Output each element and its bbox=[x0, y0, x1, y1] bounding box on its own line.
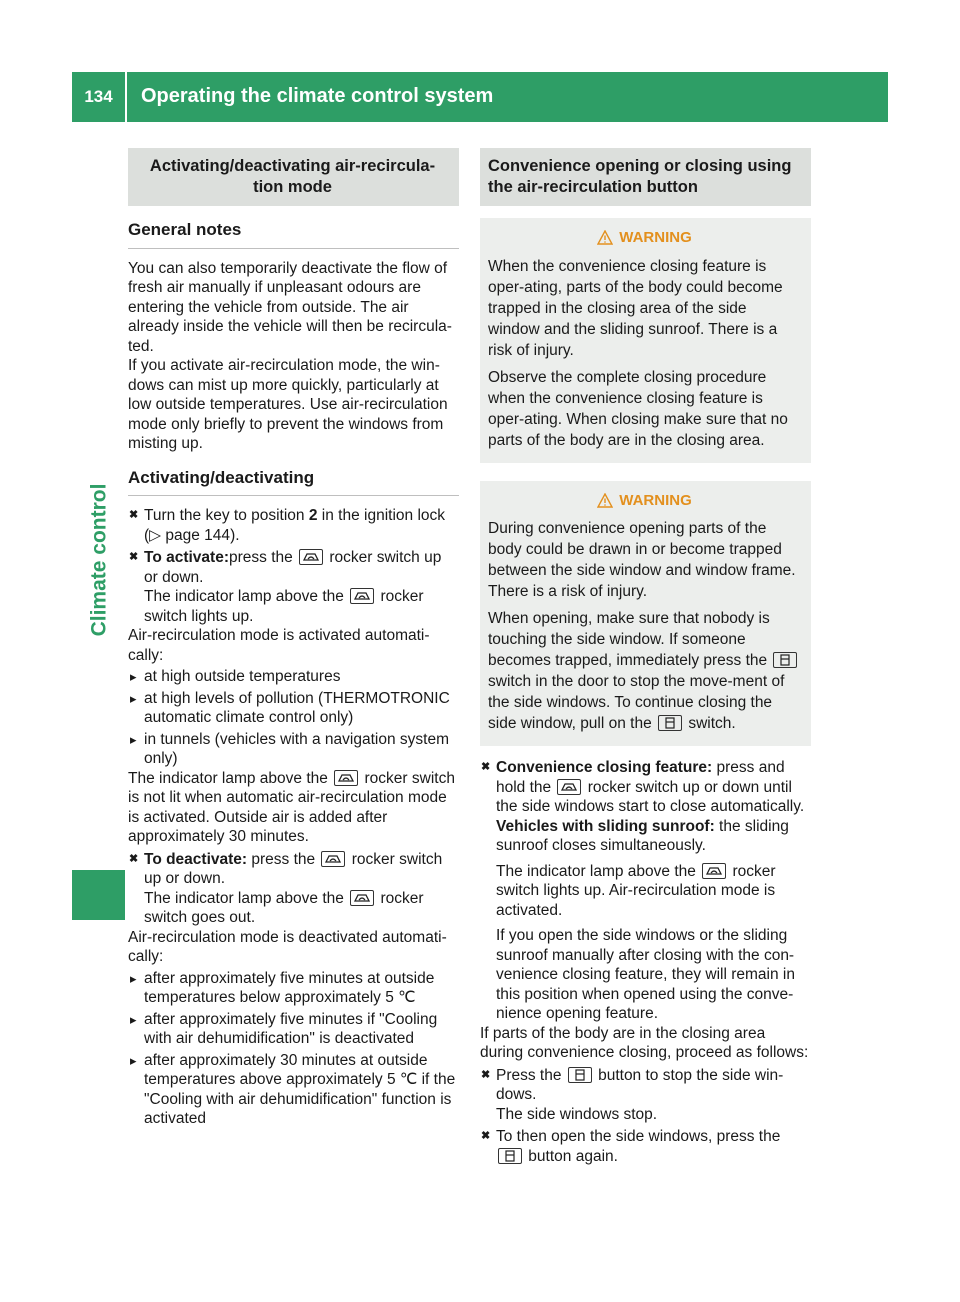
paragraph: You can also temporarily deactivate the flow of fresh air manually if unpleasant odours are entering the vehicle from outside. The air already inside the vehicle will then be recircula-ted. bbox=[128, 259, 452, 355]
warning-triangle-icon bbox=[597, 230, 613, 245]
warning-box bbox=[480, 218, 811, 463]
list-item: ▸ after approximately 30 minutes at outside temperatures above approximately 5 ℃ if the "Cooling with air dehumidification" function is activated bbox=[128, 1051, 459, 1129]
list-item: ▸ at high outside temperatures bbox=[128, 667, 459, 687]
air-recirculation-icon bbox=[299, 549, 323, 565]
instruction-step: ✖ Press the button to stop the side win-dows. The side windows stop. bbox=[480, 1066, 811, 1125]
air-recirculation-icon bbox=[321, 851, 345, 867]
paragraph: When opening, make sure that nobody is touching the side window. If someone becomes trapped, immediately press the switch in the door to stop the move-ment of the side windows. To continue closing the side window, pull on the switch. bbox=[488, 608, 801, 734]
instruction-step: ✖ Convenience closing feature: press and hold the rocker switch up or down until the side windows start to close automatically. Vehicles with sliding sunroof: the sliding sunroof closes simultaneously. The indicator lamp above the rocker switch lights up. Air-recirculation mode is activated. If you open the side windows or the sliding sunroof manually after closing with the con-venience closing feature, they will remain in this position when opened using the conve-nience opening feature. bbox=[480, 758, 811, 1024]
list-item: ▸ at high levels of pollution (THERMOTRONIC automatic climate control only) bbox=[128, 689, 459, 728]
side-tab-marker bbox=[72, 870, 125, 920]
air-recirculation-icon bbox=[702, 863, 726, 879]
section-title: Convenience opening or closing using the air-recirculation button bbox=[480, 148, 811, 206]
page-number: 134 bbox=[84, 87, 113, 107]
left-column bbox=[128, 148, 459, 1129]
side-tab bbox=[84, 460, 114, 660]
paragraph: Air-recirculation mode is deactivated automati-cally: bbox=[128, 928, 447, 965]
header-divider bbox=[125, 72, 127, 122]
warning-title: WARNING bbox=[488, 228, 801, 248]
paragraph: If you activate air-recirculation mode, the win-dows can mist up more quickly, particularly at low outside temperatures. Use air-recirculation mode only briefly to prevent the windows from misting up. bbox=[128, 357, 448, 452]
instruction-step: ✖ Turn the key to position 2 in the ignition lock (▷ page 144). bbox=[128, 506, 459, 545]
list-item: ▸ after approximately five minutes at outside temperatures below approximately 5 ℃ bbox=[128, 969, 459, 1008]
paragraph: Observe the complete closing procedure when the convenience closing feature is oper-ating. When closing make sure that no parts of the body are in the closing area. bbox=[488, 368, 788, 449]
paragraph: If parts of the body are in the closing area during convenience closing, proceed as follows: bbox=[480, 1024, 809, 1061]
window-switch-icon bbox=[658, 715, 682, 731]
section-title: Activating/deactivating air-recircula-tion mode bbox=[128, 148, 459, 206]
instruction-step: ✖ To then open the side windows, press the button again. bbox=[480, 1127, 811, 1166]
subsection-title: Activating/deactivating bbox=[128, 454, 459, 497]
paragraph: The indicator lamp above the rocker switch is not lit when automatic air-recirculation mode is activated. Outside air is added after approximately 30 minutes. bbox=[128, 769, 455, 845]
instruction-step: ✖ To deactivate: press the rocker switch up or down. The indicator lamp above the rocker switch goes out. bbox=[128, 850, 459, 928]
paragraph: When the convenience closing feature is oper-ating, parts of the body could become trapped in the closing area of the side window and the sliding sunroof. There is a risk of injury. bbox=[488, 257, 783, 359]
page-reference-link[interactable]: ▷ page 144 bbox=[149, 526, 231, 544]
window-switch-icon bbox=[568, 1067, 592, 1083]
paragraph: During convenience opening parts of the body could be drawn in or become trapped between the side window and window frame. There is a risk of injury. bbox=[488, 520, 796, 600]
list-item: ▸ in tunnels (vehicles with a navigation system only) bbox=[128, 730, 459, 769]
window-switch-icon bbox=[498, 1148, 522, 1164]
warning-triangle-icon bbox=[597, 493, 613, 508]
list-item: ▸ after approximately five minutes if "Cooling with air dehumidification" is deactivated bbox=[128, 1010, 459, 1049]
right-column bbox=[480, 148, 811, 1166]
warning-box bbox=[480, 481, 811, 747]
subsection-title: General notes bbox=[128, 206, 459, 249]
air-recirculation-icon bbox=[350, 588, 374, 604]
side-tab-label: Climate control bbox=[87, 483, 111, 637]
air-recirculation-icon bbox=[334, 770, 358, 786]
paragraph: Air-recirculation mode is activated automati-cally: bbox=[128, 627, 430, 664]
warning-title: WARNING bbox=[488, 491, 801, 511]
window-switch-icon bbox=[773, 652, 797, 668]
air-recirculation-icon bbox=[350, 890, 374, 906]
page-title: Operating the climate control system bbox=[141, 85, 494, 108]
instruction-step: ✖ To activate:press the rocker switch up or down. The indicator lamp above the rocker switch lights up. bbox=[128, 548, 459, 626]
air-recirculation-icon bbox=[557, 779, 581, 795]
